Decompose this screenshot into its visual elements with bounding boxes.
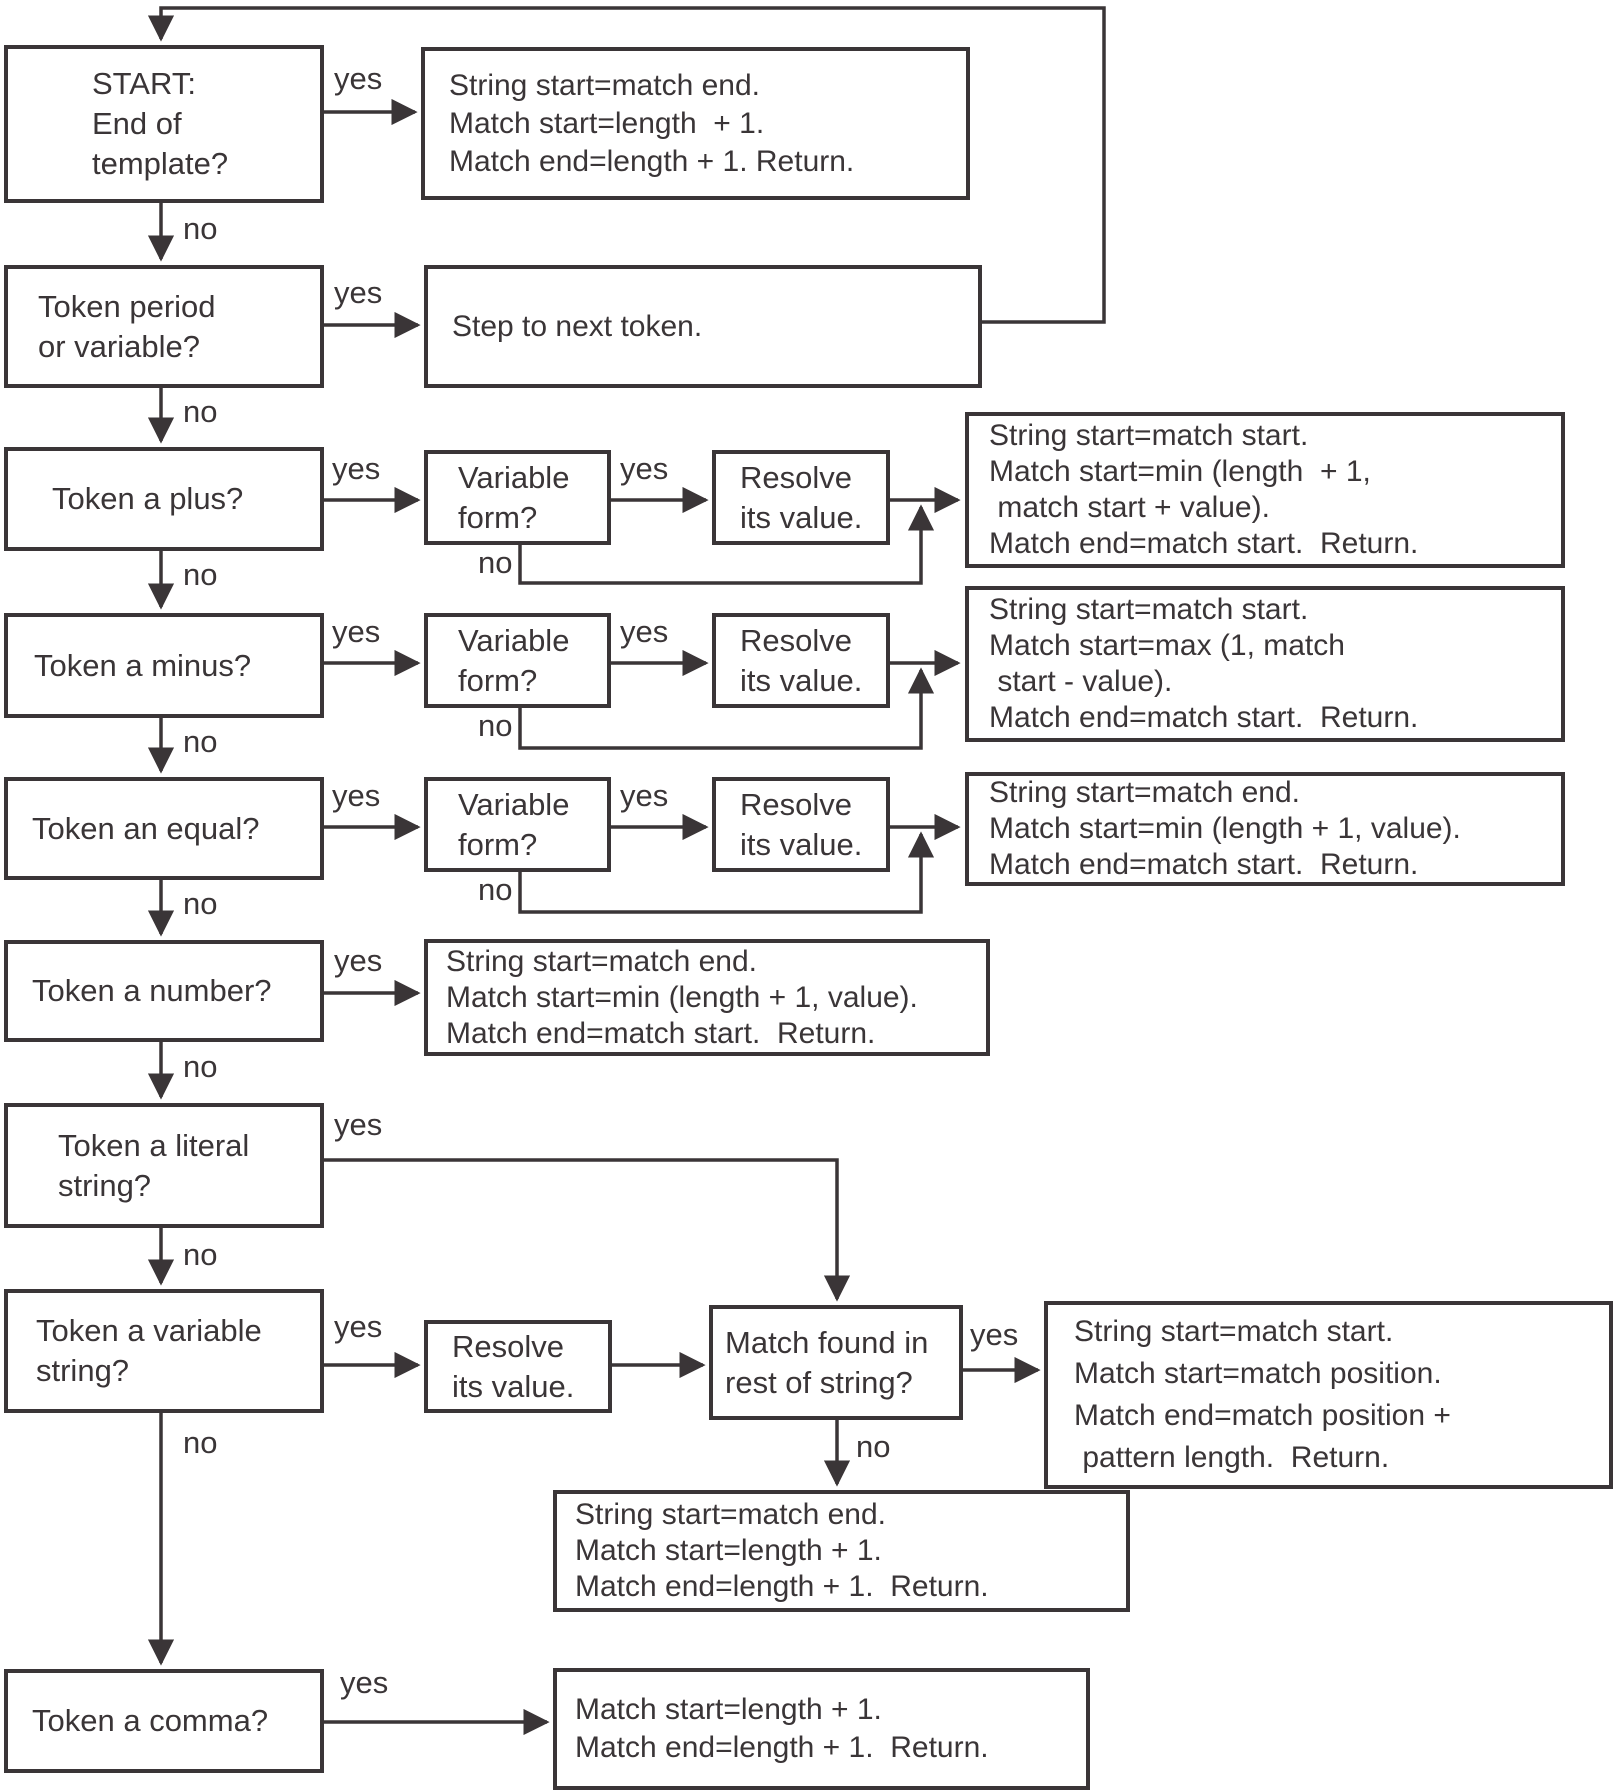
text-line: Match start=length + 1. [449, 106, 765, 140]
edge-label-yes: yes [334, 1107, 383, 1142]
edge-label-no: no [478, 872, 513, 907]
decision-token-period-or-variable [4, 265, 324, 388]
text-line: Token period [38, 288, 216, 324]
text-line: End of [92, 106, 182, 141]
text-line: Match end=match start. Return. [446, 1016, 876, 1050]
edge-label-no: no [183, 211, 218, 246]
action-equal-result [965, 772, 1565, 886]
text-line: Match start=match position. [1074, 1357, 1442, 1390]
decision-variable-form-equal [424, 777, 611, 872]
edge-label-no: no [183, 1425, 218, 1460]
text-line: Match end=match start. Return. [989, 527, 1419, 560]
text-line: pattern length. Return. [1074, 1441, 1390, 1474]
decision-token-number [4, 940, 324, 1042]
edge-label-no: no [183, 724, 218, 759]
text-line: its value. [740, 662, 863, 698]
text-line: Token a literal [58, 1127, 250, 1163]
edge-label-no: no [183, 886, 218, 921]
action-minus-result [965, 586, 1565, 742]
text-line: Match start=max (1, match [989, 629, 1345, 662]
text-line: form? [458, 662, 538, 698]
process-resolve-value-minus [712, 613, 890, 708]
text-line: Step to next token. [452, 309, 703, 343]
action-matchfound-yes-result [1044, 1301, 1613, 1489]
text-line: its value. [740, 826, 863, 862]
process-resolve-value-plus [712, 450, 890, 545]
decision-token-comma [4, 1669, 324, 1773]
text-line: Match end=match start. Return. [989, 701, 1419, 734]
decision-variable-form-minus [424, 613, 611, 708]
text-line: start - value). [989, 665, 1173, 698]
edge-label-no: no [478, 708, 513, 743]
text-line: Variable [458, 786, 570, 822]
text-line: Match start=min (length + 1, [989, 455, 1371, 488]
text-line: Token a plus? [52, 481, 244, 516]
text-line: Token an equal? [32, 810, 260, 846]
action-comma-result [553, 1668, 1090, 1790]
action-plus-result [965, 412, 1565, 568]
edge-label-yes: yes [332, 614, 381, 649]
edge-label-yes: yes [334, 61, 383, 96]
text-line: template? [92, 146, 229, 181]
text-line: String start=match end. [989, 776, 1300, 809]
process-resolve-value-varstring [424, 1320, 612, 1413]
text-line: Resolve [740, 786, 852, 822]
text-line: Match start=min (length + 1, value). [446, 980, 918, 1014]
edge-label-yes: yes [332, 778, 381, 813]
text-line: Match end=length + 1. Return. [575, 1731, 989, 1764]
text-line: Match start=length + 1. [575, 1693, 882, 1726]
decision-token-variable-string [4, 1289, 324, 1413]
text-line: Token a comma? [32, 1703, 269, 1738]
edge-label-no: no [183, 557, 218, 592]
edge-label-no: no [183, 394, 218, 429]
text-line: form? [458, 826, 538, 862]
action-start-yes [421, 47, 970, 200]
edge-label-yes: yes [970, 1317, 1019, 1352]
edge-label-yes: yes [334, 275, 383, 310]
text-line: Match end=length + 1. Return. [449, 144, 855, 178]
text-line: Match found in [725, 1324, 929, 1360]
process-resolve-value-equal [712, 777, 890, 872]
edge-label-no: no [478, 545, 513, 580]
edge-label-yes: yes [620, 778, 669, 813]
decision-token-literal-string [4, 1103, 324, 1228]
text-line: its value. [740, 499, 863, 535]
edge-label-yes: yes [334, 1309, 383, 1344]
text-line: Token a number? [32, 973, 272, 1008]
text-line: match start + value). [989, 491, 1270, 524]
edge-label-no: no [183, 1049, 218, 1084]
edge-label-yes: yes [334, 943, 383, 978]
text-line: String start=match end. [575, 1498, 886, 1531]
text-line: Resolve [452, 1328, 564, 1364]
text-line: Resolve [740, 622, 852, 658]
text-line: Token a variable [36, 1313, 262, 1348]
edge-label-yes: yes [340, 1665, 389, 1700]
text-line: START: [92, 66, 196, 101]
edge-label-no: no [856, 1429, 891, 1464]
action-number-result [424, 939, 990, 1056]
text-line: String start=match end. [449, 68, 760, 102]
decision-token-minus [4, 613, 324, 718]
text-line: rest of string? [725, 1364, 913, 1400]
edge-label-yes: yes [620, 451, 669, 486]
text-line: form? [458, 499, 538, 535]
text-line: or variable? [38, 328, 200, 364]
decision-match-found [709, 1305, 963, 1420]
text-line: String start=match start. [989, 593, 1309, 626]
decision-start [4, 45, 324, 203]
text-line: Match start=length + 1. [575, 1534, 882, 1567]
text-line: String start=match end. [446, 944, 757, 978]
text-line: Match start=min (length + 1, value). [989, 812, 1461, 845]
text-line: String start=match start. [989, 419, 1309, 452]
action-step-to-next-token [424, 265, 982, 388]
edge-literal-yes [324, 1160, 837, 1299]
text-line: string? [58, 1167, 152, 1203]
edge-label-yes: yes [332, 451, 381, 486]
action-matchfound-no-result [553, 1490, 1130, 1612]
text-line: string? [36, 1353, 130, 1388]
text-line: Variable [458, 622, 570, 658]
edge-label-yes: yes [620, 614, 669, 649]
edge-label-no: no [183, 1237, 218, 1272]
text-line: Resolve [740, 459, 852, 495]
text-line: its value. [452, 1368, 575, 1404]
decision-token-plus [4, 447, 324, 551]
decision-token-equal [4, 777, 324, 880]
text-line: Match end=match start. Return. [989, 848, 1419, 881]
text-line: String start=match start. [1074, 1315, 1394, 1348]
decision-variable-form-plus [424, 450, 611, 545]
text-line: Token a minus? [34, 647, 252, 683]
text-line: Match end=match position + [1074, 1399, 1451, 1432]
text-line: Variable [458, 459, 570, 495]
text-line: Match end=length + 1. Return. [575, 1570, 989, 1603]
